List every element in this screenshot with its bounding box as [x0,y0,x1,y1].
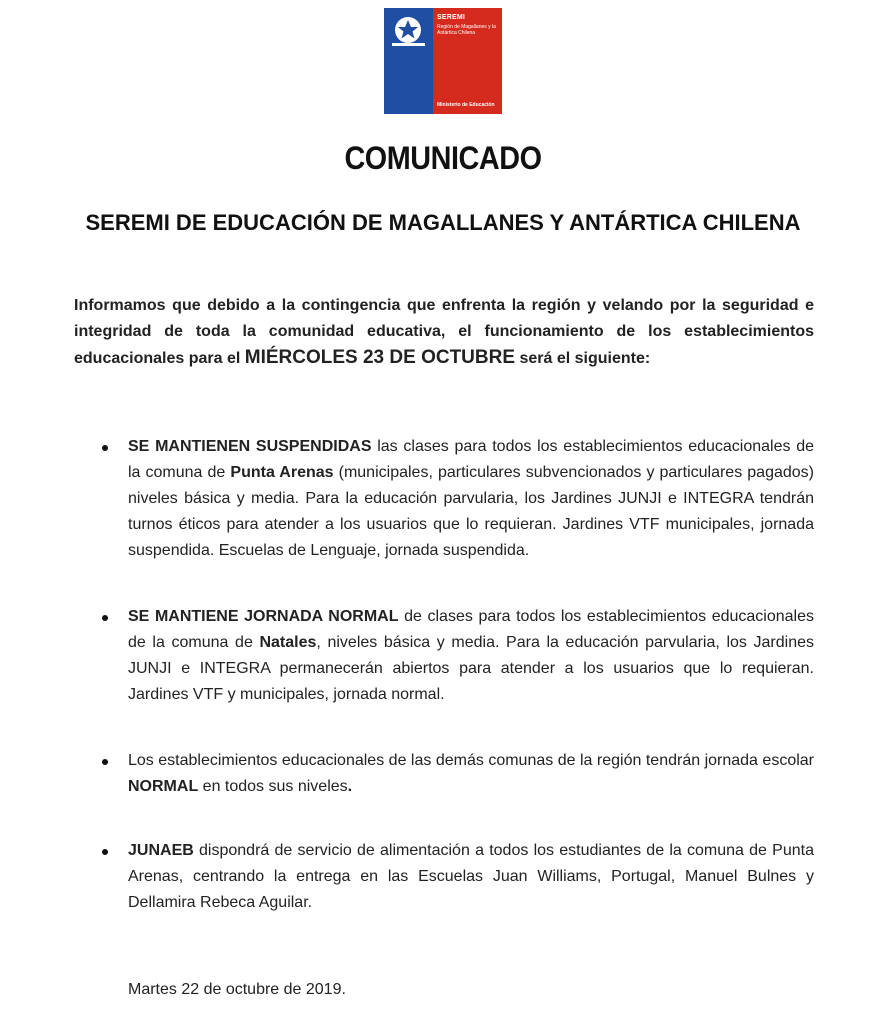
bullet-text: en todos sus niveles [198,778,348,795]
bullet-bold: . [347,778,353,795]
bullet-bold: Natales [259,634,317,651]
bullet-text: de clases para todos los establecimientos educacionales de la comuna de [128,608,815,651]
intro-date-highlight: MIÉRCOLES 23 DE OCTUBRE [244,347,516,368]
bullet-text: Los establecimientos educacionales de las demás comunas de la región tendrán jornada escolar [128,752,814,769]
list-item [96,604,814,708]
logo-red-panel [433,8,502,114]
intro-paragraph [74,293,814,372]
document-subtitle: SEREMI DE EDUCACIÓN DE MAGALLANES Y ANTÁRTICA CHILENA [85,210,801,235]
logo-region-text: Región de Magallanes y la Antártica Chilena [437,24,496,36]
bullet-text: dispondrá de servicio de alimentación a todos los estudiantes de la comuna de Punta Arenas, centrando la entrega en las Escuelas Juan Williams, Portugal, Manuel Bulnes y Dellamira Rebeca Aguilar. [128,842,814,911]
logo-blue-panel [384,8,433,114]
list-item [96,434,814,564]
logo-seremi-text: SEREMI [437,14,466,21]
bullet-list [96,434,814,916]
ministry-logo [384,8,502,114]
coat-of-arms-icon [388,10,429,50]
bullet-icon [102,445,108,451]
document-date: Martes 22 de octubre de 2019. [128,981,346,998]
bullet-lead: SE MANTIENEN SUSPENDIDAS [128,438,372,455]
bullet-lead: SE MANTIENE JORNADA NORMAL [128,608,399,625]
bullet-lead: JUNAEB [128,842,194,859]
bullet-text: , niveles básica y media. Para la educación parvularia, los Jardines JUNJI e INTEGRA permanecerán abiertos para atender a los usuarios que lo requieran. Jardines VTF y municipales, jornada normal. [128,634,814,703]
bullet-icon [102,759,108,765]
bullet-bold: NORMAL [128,778,199,795]
bullet-icon [102,849,108,855]
document-title: COMUNICADO [344,140,542,176]
list-item [96,838,814,916]
bullet-text: las clases para todos los establecimientos educacionales de la comuna de [128,438,815,481]
bullet-text: (municipales, particulares subvencionados y particulares pagados) niveles básica y media. Para la educación parvularia, los Jardines JUNJI e INTEGRA tendrán turnos éticos para atender a los usuarios que lo requieran. Jardines VTF municipales, jornada suspendida. Escuelas de Lenguaje, jornada suspendida. [128,464,814,559]
bullet-bold: Punta Arenas [230,464,334,481]
logo-ministry-text: Ministerio de Educación [437,102,495,108]
intro-text-after: será el siguiente: [515,350,651,367]
bullet-icon [102,615,108,621]
intro-text-before: Informamos que debido a la contingencia que enfrenta la región y velando por la seguridad e integridad de toda la comunidad educativa, el funcionamiento de los establecimientos educacionales para el [74,297,814,367]
list-item [96,748,814,800]
